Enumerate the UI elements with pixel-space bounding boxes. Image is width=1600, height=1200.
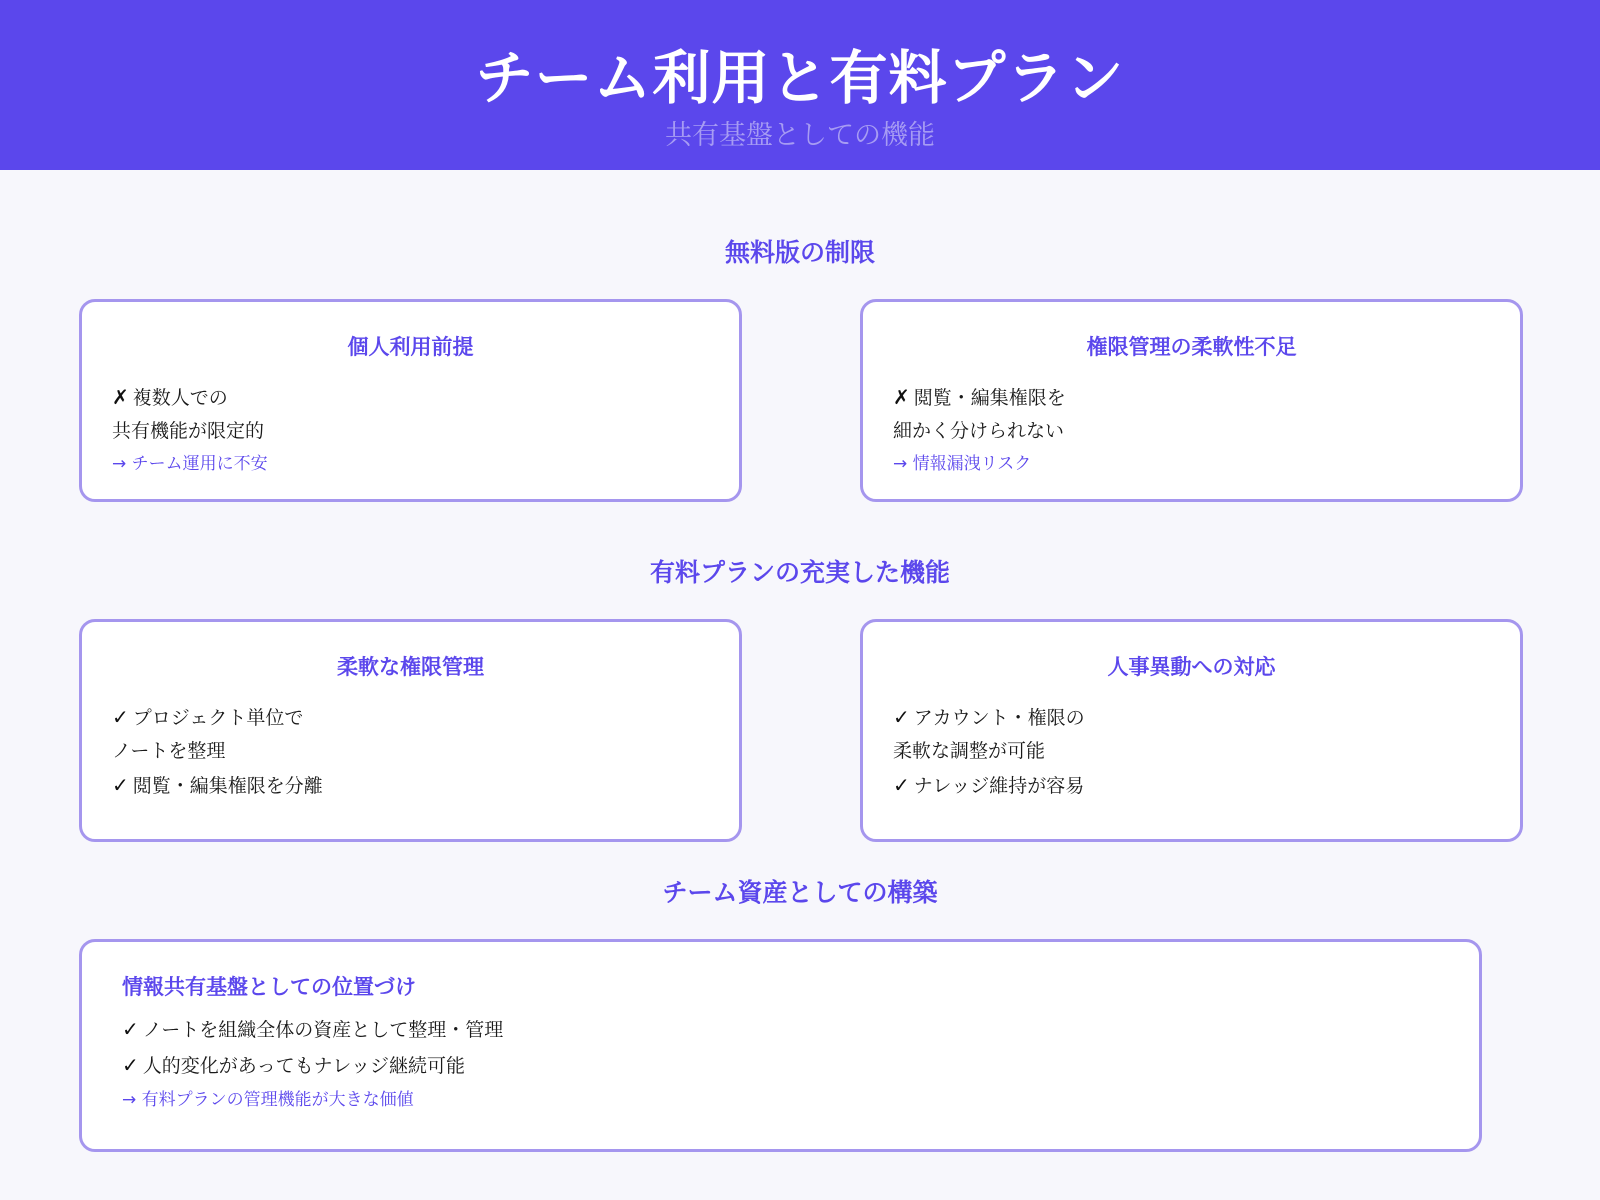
card-line: [112, 702, 303, 733]
card-line: [112, 416, 264, 446]
card-title: 権限管理の柔軟性不足: [1086, 335, 1297, 359]
card-personnel-changes: [860, 619, 1523, 842]
card-line-text: 柔軟な調整が可能: [893, 740, 1046, 762]
card-line: [893, 416, 1064, 446]
page-subtitle: 共有基盤としての機能: [665, 120, 935, 151]
card-line-text: 閲覧・編集権限を: [913, 387, 1066, 409]
card-line-text: ノートを組織全体の資産として整理・管理: [142, 1019, 504, 1041]
check-icon: ✓: [112, 773, 129, 797]
card-line: [112, 736, 225, 766]
check-icon: ✓: [893, 773, 910, 797]
header-banner: [0, 0, 1600, 170]
check-icon: ✓: [112, 705, 129, 729]
card-permission-inflexible: [860, 299, 1523, 502]
card-title: 情報共有基盤としての位置づけ: [122, 975, 416, 999]
cross-icon: ✗: [112, 385, 129, 409]
card-title: 個人利用前提: [347, 335, 474, 359]
card-personal-use: [79, 299, 742, 502]
card-line-text: ナレッジ維持が容易: [913, 775, 1085, 797]
page-title: チーム利用と有料プラン: [475, 44, 1125, 112]
card-info-sharing-base: [79, 939, 1482, 1152]
card-note: → 有料プランの管理機能が大きな価値: [122, 1090, 414, 1110]
card-line-text: 共有機能が限定的: [112, 420, 265, 442]
card-note: → 情報漏洩リスク: [893, 454, 1032, 474]
card-title: 柔軟な権限管理: [337, 655, 484, 679]
card-line: [893, 702, 1085, 733]
section-title-paid-features: 有料プランの充実した機能: [649, 558, 950, 587]
section-title-team-asset: チーム資産としての構築: [662, 878, 938, 907]
card-line-text: 閲覧・編集権限を分離: [132, 775, 323, 797]
check-icon: ✓: [893, 705, 910, 729]
card-line: [122, 1014, 503, 1045]
card-line-text: 複数人での: [132, 387, 228, 409]
card-line: [122, 1050, 465, 1081]
card-line-text: プロジェクト単位で: [132, 707, 304, 729]
card-line-text: 細かく分けられない: [893, 420, 1065, 442]
card-line: [893, 736, 1045, 766]
card-line-text: 人的変化があってもナレッジ継続可能: [142, 1055, 466, 1077]
section-title-free-limits: 無料版の制限: [724, 238, 875, 267]
card-line: [112, 382, 228, 413]
cross-icon: ✗: [893, 385, 910, 409]
card-line: [893, 770, 1084, 801]
check-icon: ✓: [122, 1017, 139, 1041]
card-line: [893, 382, 1066, 413]
card-flexible-permissions: [79, 619, 742, 842]
card-title: 人事異動への対応: [1107, 655, 1276, 679]
card-line: [112, 770, 323, 801]
card-line-text: アカウント・権限の: [913, 707, 1085, 729]
check-icon: ✓: [122, 1053, 139, 1077]
card-line-text: ノートを整理: [112, 740, 226, 762]
card-note: → チーム運用に不安: [112, 454, 268, 474]
